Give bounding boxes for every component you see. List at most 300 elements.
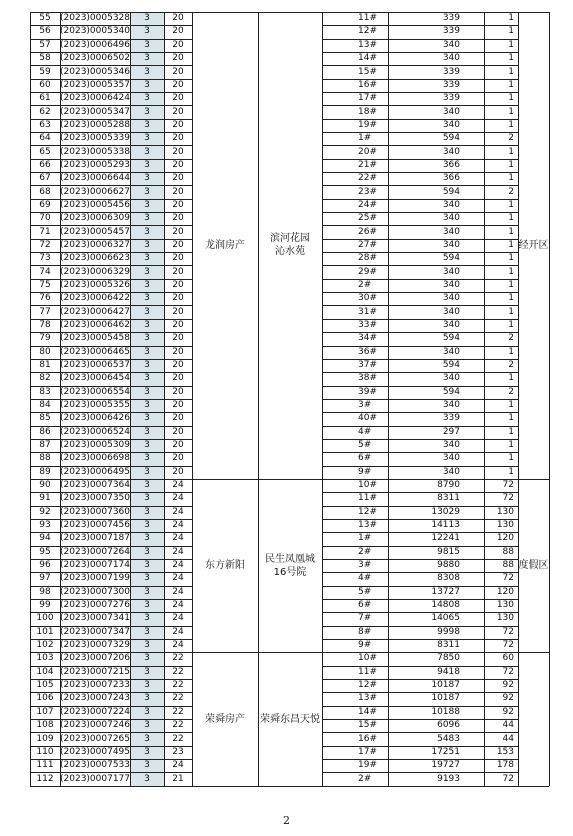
area-cell: 594 — [442, 386, 460, 397]
row-border — [322, 372, 518, 373]
units-cell: 72 — [502, 573, 514, 584]
count-cell: 3 — [144, 720, 150, 731]
units-cell: 130 — [496, 520, 514, 531]
row-number: 66 — [39, 159, 51, 170]
row-border — [322, 772, 518, 773]
units-cell: 92 — [502, 706, 514, 717]
building-number: 13# — [358, 39, 377, 50]
row-border — [322, 145, 518, 146]
permit-number: (2023)0007360 — [60, 506, 130, 517]
row-number: 98 — [39, 586, 51, 597]
building-number: 23# — [358, 186, 377, 197]
permit-number: (2023)0005457 — [60, 226, 130, 237]
area-cell: 366 — [442, 159, 460, 170]
column-border — [258, 12, 259, 786]
row-border — [322, 265, 518, 266]
floors-cell: 22 — [172, 733, 184, 744]
permit-number: (2023)0007533 — [60, 760, 130, 771]
count-cell: 3 — [144, 93, 150, 104]
row-border — [322, 692, 518, 693]
permit-number: (2023)0006502 — [60, 53, 130, 64]
permit-number: (2023)0007174 — [60, 560, 130, 571]
floors-cell: 20 — [172, 173, 184, 184]
permit-number: (2023)0005340 — [60, 26, 130, 37]
units-cell: 1 — [508, 66, 514, 77]
developer-name — [192, 12, 258, 479]
units-cell: 1 — [508, 93, 514, 104]
permit-number: (2023)0006465 — [60, 346, 130, 357]
area-cell: 340 — [442, 239, 460, 250]
permit-number: (2023)0006554 — [60, 386, 130, 397]
floors-cell: 24 — [172, 560, 184, 571]
count-cell: 3 — [144, 680, 150, 691]
floors-cell: 23 — [172, 746, 184, 757]
row-border — [30, 39, 192, 40]
row-number: 78 — [39, 319, 51, 330]
area-cell: 340 — [442, 119, 460, 130]
floors-cell: 20 — [172, 400, 184, 411]
permit-number: (2023)0007341 — [60, 613, 130, 624]
units-cell: 1 — [508, 266, 514, 277]
row-border — [30, 599, 192, 600]
floors-cell: 20 — [172, 226, 184, 237]
row-number: 90 — [39, 480, 51, 491]
floors-cell: 24 — [172, 573, 184, 584]
count-cell: 3 — [144, 66, 150, 77]
units-cell: 1 — [508, 346, 514, 357]
permit-number: (2023)0006698 — [60, 453, 130, 464]
row-border — [30, 546, 192, 547]
floors-cell: 20 — [172, 39, 184, 50]
area-cell: 10188 — [431, 706, 460, 717]
project-label-line: 滨河花园 — [270, 233, 310, 245]
row-number: 75 — [39, 279, 51, 290]
floors-cell: 20 — [172, 466, 184, 477]
row-number: 88 — [39, 453, 51, 464]
building-number: 27# — [358, 239, 377, 250]
row-number: 74 — [39, 266, 51, 277]
row-border — [322, 572, 518, 573]
permit-number: (2023)0005456 — [60, 199, 130, 210]
area-cell: 13727 — [431, 586, 460, 597]
project-label-line: 16号院 — [273, 566, 307, 578]
count-cell: 3 — [144, 239, 150, 250]
units-cell: 130 — [496, 506, 514, 517]
row-number: 71 — [39, 226, 51, 237]
row-border — [30, 586, 192, 587]
row-border — [30, 706, 192, 707]
permit-number: (2023)0006427 — [60, 306, 130, 317]
floors-cell: 20 — [172, 426, 184, 437]
floors-cell: 24 — [172, 533, 184, 544]
row-border — [322, 612, 518, 613]
row-border — [30, 199, 192, 200]
count-cell: 3 — [144, 493, 150, 504]
permit-number: (2023)0007187 — [60, 533, 130, 544]
count-cell: 3 — [144, 226, 150, 237]
row-border — [322, 386, 518, 387]
building-number: 5# — [358, 440, 372, 451]
row-number: 112 — [36, 773, 54, 784]
count-cell: 3 — [144, 253, 150, 264]
row-border — [30, 759, 192, 760]
row-number: 76 — [39, 293, 51, 304]
permit-number: (2023)0007350 — [60, 493, 130, 504]
area-cell: 340 — [442, 373, 460, 384]
row-border — [30, 52, 192, 53]
floors-cell: 20 — [172, 253, 184, 264]
row-number: 72 — [39, 239, 51, 250]
count-cell: 3 — [144, 560, 150, 571]
row-border — [322, 452, 518, 453]
building-number: 16# — [358, 79, 377, 90]
row-border — [322, 252, 518, 253]
building-number: 17# — [358, 93, 377, 104]
area-cell: 340 — [442, 213, 460, 224]
row-border — [30, 786, 549, 787]
floors-cell: 24 — [172, 493, 184, 504]
row-number: 58 — [39, 53, 51, 64]
building-number: 4# — [358, 573, 372, 584]
count-cell: 3 — [144, 480, 150, 491]
units-cell: 88 — [502, 560, 514, 571]
row-border — [30, 346, 192, 347]
units-cell: 130 — [496, 600, 514, 611]
area-cell: 340 — [442, 466, 460, 477]
units-cell: 88 — [502, 546, 514, 557]
row-border — [30, 292, 192, 293]
project-label-line: 民生凤凰城 — [265, 553, 315, 565]
row-number: 94 — [39, 533, 51, 544]
floors-cell: 20 — [172, 199, 184, 210]
area-cell: 340 — [442, 146, 460, 157]
row-border — [30, 732, 192, 733]
units-cell: 120 — [496, 533, 514, 544]
row-border — [322, 292, 518, 293]
units-cell: 1 — [508, 453, 514, 464]
area-cell: 19727 — [431, 760, 460, 771]
area-cell: 340 — [442, 346, 460, 357]
floors-cell: 22 — [172, 693, 184, 704]
count-cell: 3 — [144, 79, 150, 90]
row-border — [30, 639, 192, 640]
building-number: 18# — [358, 106, 377, 117]
area-cell: 340 — [442, 226, 460, 237]
row-border — [30, 92, 192, 93]
row-number: 103 — [36, 653, 54, 664]
row-border — [322, 132, 518, 133]
building-number: 40# — [358, 413, 377, 424]
units-cell: 1 — [508, 413, 514, 424]
row-border — [322, 332, 518, 333]
area-cell: 14065 — [431, 613, 460, 624]
floors-cell: 20 — [172, 373, 184, 384]
row-border — [322, 532, 518, 533]
count-cell: 3 — [144, 346, 150, 357]
area-cell: 594 — [442, 133, 460, 144]
row-number: 111 — [36, 760, 54, 771]
floors-cell: 20 — [172, 133, 184, 144]
data-table — [30, 12, 549, 786]
count-cell: 3 — [144, 706, 150, 717]
building-number: 26# — [358, 226, 377, 237]
permit-number: (2023)0007215 — [60, 666, 130, 677]
row-border — [322, 279, 518, 280]
row-border — [30, 239, 192, 240]
count-cell: 3 — [144, 13, 150, 24]
floors-cell: 20 — [172, 413, 184, 424]
building-number: 31# — [358, 306, 377, 317]
row-border — [322, 359, 518, 360]
area-cell: 339 — [442, 413, 460, 424]
row-border — [30, 746, 192, 747]
row-border — [30, 212, 192, 213]
permit-number: (2023)0007206 — [60, 653, 130, 664]
permit-number: (2023)0006422 — [60, 293, 130, 304]
area-cell: 340 — [442, 53, 460, 64]
area-cell: 594 — [442, 186, 460, 197]
row-border — [30, 652, 549, 653]
floors-cell: 24 — [172, 480, 184, 491]
area-cell: 9418 — [437, 666, 460, 677]
row-border — [30, 12, 549, 13]
floors-cell: 20 — [172, 293, 184, 304]
units-cell: 72 — [502, 773, 514, 784]
row-border — [30, 626, 192, 627]
units-cell: 1 — [508, 13, 514, 24]
units-cell: 1 — [508, 79, 514, 90]
area-cell: 340 — [442, 266, 460, 277]
row-number: 79 — [39, 333, 51, 344]
row-border — [30, 265, 192, 266]
floors-cell: 20 — [172, 440, 184, 451]
count-cell: 3 — [144, 640, 150, 651]
floors-cell: 20 — [172, 306, 184, 317]
count-cell: 3 — [144, 173, 150, 184]
units-cell: 1 — [508, 426, 514, 437]
row-border — [30, 386, 192, 387]
permit-number: (2023)0006309 — [60, 213, 130, 224]
building-number: 29# — [358, 266, 377, 277]
row-number: 91 — [39, 493, 51, 504]
row-border — [322, 732, 518, 733]
count-cell: 3 — [144, 613, 150, 624]
row-border — [30, 185, 192, 186]
area-cell: 340 — [442, 453, 460, 464]
area-cell: 17251 — [431, 746, 460, 757]
row-number: 62 — [39, 106, 51, 117]
area-cell: 14113 — [431, 520, 460, 531]
row-border — [322, 172, 518, 173]
count-cell: 3 — [144, 146, 150, 157]
count-cell: 3 — [144, 626, 150, 637]
row-border — [30, 666, 192, 667]
units-cell: 1 — [508, 159, 514, 170]
units-cell: 1 — [508, 400, 514, 411]
floors-cell: 20 — [172, 319, 184, 330]
floors-cell: 20 — [172, 66, 184, 77]
project-name — [258, 652, 322, 785]
row-border — [322, 586, 518, 587]
district-label: 经开区 — [518, 239, 549, 251]
row-number: 61 — [39, 93, 51, 104]
building-number: 14# — [358, 53, 377, 64]
floors-cell: 22 — [172, 706, 184, 717]
row-border — [322, 305, 518, 306]
row-number: 99 — [39, 600, 51, 611]
units-cell: 1 — [508, 26, 514, 37]
count-cell: 3 — [144, 546, 150, 557]
row-number: 109 — [36, 733, 54, 744]
permit-number: (2023)0007329 — [60, 640, 130, 651]
row-border — [30, 145, 192, 146]
count-cell: 3 — [144, 440, 150, 451]
count-cell: 3 — [144, 573, 150, 584]
row-border — [30, 479, 549, 480]
row-border — [322, 105, 518, 106]
units-cell: 130 — [496, 613, 514, 624]
building-number: 1# — [358, 133, 372, 144]
project-name — [258, 479, 322, 652]
count-cell: 3 — [144, 666, 150, 677]
row-border — [30, 412, 192, 413]
building-number: 9# — [358, 466, 372, 477]
building-number: 10# — [358, 653, 377, 664]
units-cell: 1 — [508, 226, 514, 237]
row-number: 85 — [39, 413, 51, 424]
developer-name — [192, 652, 258, 785]
row-border — [322, 52, 518, 53]
floors-cell: 20 — [172, 26, 184, 37]
units-cell: 92 — [502, 693, 514, 704]
row-number: 92 — [39, 506, 51, 517]
building-number: 19# — [358, 760, 377, 771]
building-number: 12# — [358, 680, 377, 691]
area-cell: 8311 — [437, 493, 460, 504]
floors-cell: 20 — [172, 279, 184, 290]
floors-cell: 22 — [172, 720, 184, 731]
row-number: 108 — [36, 720, 54, 731]
row-number: 77 — [39, 306, 51, 317]
permit-number: (2023)0007246 — [60, 720, 130, 731]
building-number: 22# — [358, 173, 377, 184]
row-border — [30, 399, 192, 400]
building-number: 19# — [358, 119, 377, 130]
row-border — [30, 506, 192, 507]
count-cell: 3 — [144, 506, 150, 517]
units-cell: 72 — [502, 626, 514, 637]
floors-cell: 20 — [172, 453, 184, 464]
permit-number: (2023)0006424 — [60, 93, 130, 104]
row-number: 56 — [39, 26, 51, 37]
row-border — [322, 746, 518, 747]
count-cell: 3 — [144, 520, 150, 531]
column-border — [192, 12, 193, 786]
units-cell: 1 — [508, 253, 514, 264]
units-cell: 1 — [508, 53, 514, 64]
floors-cell: 24 — [172, 640, 184, 651]
row-border — [30, 159, 192, 160]
permit-number: (2023)0005347 — [60, 106, 130, 117]
permit-number: (2023)0007364 — [60, 480, 130, 491]
row-border — [30, 79, 192, 80]
row-border — [30, 452, 192, 453]
floors-cell: 20 — [172, 146, 184, 157]
building-number: 9# — [358, 640, 372, 651]
project-label-line: 荣舜东昌天悦 — [260, 713, 320, 725]
row-number: 101 — [36, 626, 54, 637]
building-number: 38# — [358, 373, 377, 384]
floors-cell: 22 — [172, 653, 184, 664]
building-number: 24# — [358, 199, 377, 210]
permit-number: (2023)0006623 — [60, 253, 130, 264]
row-border — [30, 612, 192, 613]
permit-number: (2023)0006496 — [60, 39, 130, 50]
floors-cell: 20 — [172, 119, 184, 130]
row-border — [322, 719, 518, 720]
area-cell: 339 — [442, 93, 460, 104]
row-border — [322, 519, 518, 520]
area-cell: 8308 — [437, 573, 460, 584]
area-cell: 5483 — [437, 733, 460, 744]
row-number: 84 — [39, 400, 51, 411]
count-cell: 3 — [144, 760, 150, 771]
row-border — [322, 759, 518, 760]
permit-number: (2023)0006454 — [60, 373, 130, 384]
floors-cell: 24 — [172, 586, 184, 597]
floors-cell: 22 — [172, 666, 184, 677]
area-cell: 339 — [442, 13, 460, 24]
count-cell: 3 — [144, 26, 150, 37]
permit-number: (2023)0006327 — [60, 239, 130, 250]
row-number: 65 — [39, 146, 51, 157]
units-cell: 2 — [508, 386, 514, 397]
row-border — [30, 65, 192, 66]
building-number: 1# — [358, 533, 372, 544]
count-cell: 3 — [144, 533, 150, 544]
permit-number: (2023)0006329 — [60, 266, 130, 277]
building-number: 12# — [358, 506, 377, 517]
building-number: 13# — [358, 693, 377, 704]
row-number: 110 — [36, 746, 54, 757]
units-cell: 1 — [508, 466, 514, 477]
floors-cell: 20 — [172, 93, 184, 104]
district-name — [518, 652, 549, 785]
row-border — [30, 492, 192, 493]
row-number: 95 — [39, 546, 51, 557]
count-cell: 3 — [144, 133, 150, 144]
row-border — [322, 185, 518, 186]
row-border — [322, 346, 518, 347]
row-border — [322, 199, 518, 200]
area-cell: 340 — [442, 400, 460, 411]
area-cell: 6096 — [437, 720, 460, 731]
area-cell: 9880 — [437, 560, 460, 571]
row-border — [30, 105, 192, 106]
row-number: 107 — [36, 706, 54, 717]
row-number: 80 — [39, 346, 51, 357]
row-number: 63 — [39, 119, 51, 130]
permit-number: (2023)0007199 — [60, 573, 130, 584]
row-border — [30, 279, 192, 280]
row-border — [30, 692, 192, 693]
building-number: 17# — [358, 746, 377, 757]
row-number: 69 — [39, 199, 51, 210]
row-border — [322, 25, 518, 26]
building-number: 15# — [358, 66, 377, 77]
units-cell: 44 — [502, 733, 514, 744]
floors-cell: 20 — [172, 359, 184, 370]
